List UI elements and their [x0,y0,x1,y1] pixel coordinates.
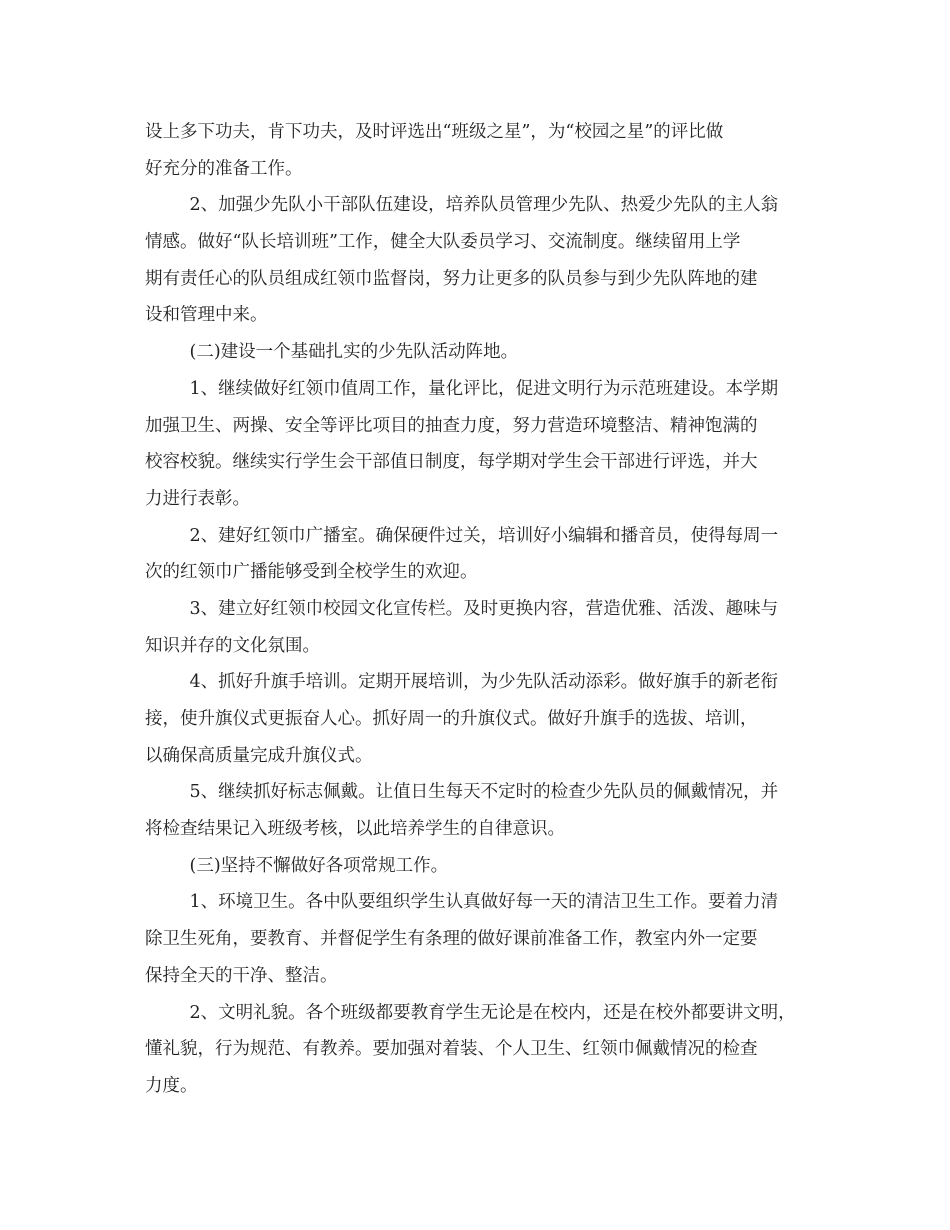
text-line: 4、抓好升旗手培训。定期开展培训，为少先队活动添彩。做好旗手的新老衔 [145,672,779,693]
text-line: 次的红领巾广播能够受到全校学生的欢迎。 [145,562,478,583]
section-heading: (二)建设一个基础扎实的少先队活动阵地。 [145,342,519,363]
text-line: 除卫生死角，要教育、并督促学生有条理的做好课前准备工作，教室内外一定要 [145,929,758,950]
section-heading: (三)坚持不懈做好各项常规工作。 [145,855,449,876]
text-line: 设上多下功夫，肯下功夫，及时评选出“班级之星”，为“校园之星”的评比做 [145,122,724,142]
text-line: 期有责任心的队员组成红领巾监督岗，努力让更多的队员参与到少先队阵地的建 [145,268,758,289]
text-line: 3、建立好红领巾校园文化宣传栏。及时更换内容，营造优雅、活泼、趣味与 [145,598,779,619]
text-line: 以确保高质量完成升旗仪式。 [145,745,373,766]
text-line: 设和管理中来。 [145,305,268,326]
document-body [145,114,817,1105]
text-line: 将检查结果记入班级考核，以此培养学生的自律意识。 [145,819,565,840]
text-line: 5、继续抓好标志佩戴。让值日生每天不定时的检查少先队员的佩戴情况，并 [145,782,779,803]
text-line: 接，使升旗仪式更振奋人心。抓好周一的升旗仪式。做好升旗手的选拔、培训， [145,709,758,729]
text-line: 情感。做好“队长培训班”工作，健全大队委员学习、交流制度。继续留用上学 [145,232,741,253]
text-line: 1、环境卫生。各中队要组织学生认真做好每一天的清洁卫生工作。要着力清 [145,892,779,913]
text-line: 保持全天的干净、整洁。 [145,965,338,986]
text-line: 加强卫生、两操、安全等评比项目的抽查力度，努力营造环境整洁、精神饱满的 [145,415,758,436]
text-line: 2、加强少先队小干部队伍建设，培养队员管理少先队、热爱少先队的主人翁 [145,195,779,216]
text-line: 知识并存的文化氛围。 [145,635,320,656]
text-line: 2、建好红领巾广播室。确保硬件过关，培训好小编辑和播音员，使得每周一 [145,525,779,546]
text-line: 校容校貌。继续实行学生会干部值日制度，每学期对学生会干部进行评选，并大 [145,452,758,473]
text-line: 力度。 [145,1075,198,1096]
text-line: 2、文明礼貌。各个班级都要教育学生无论是在校内，还是在校外都要讲文明， [145,1002,796,1023]
text-line: 1、继续做好红领巾值周工作，量化评比，促进文明行为示范班建设。本学期 [145,378,779,399]
text-line: 好充分的准备工作。 [145,158,303,179]
text-line: 力进行表彰。 [145,488,250,509]
text-line: 懂礼貌，行为规范、有教养。要加强对着装、个人卫生、红领巾佩戴情况的检查 [145,1039,758,1060]
